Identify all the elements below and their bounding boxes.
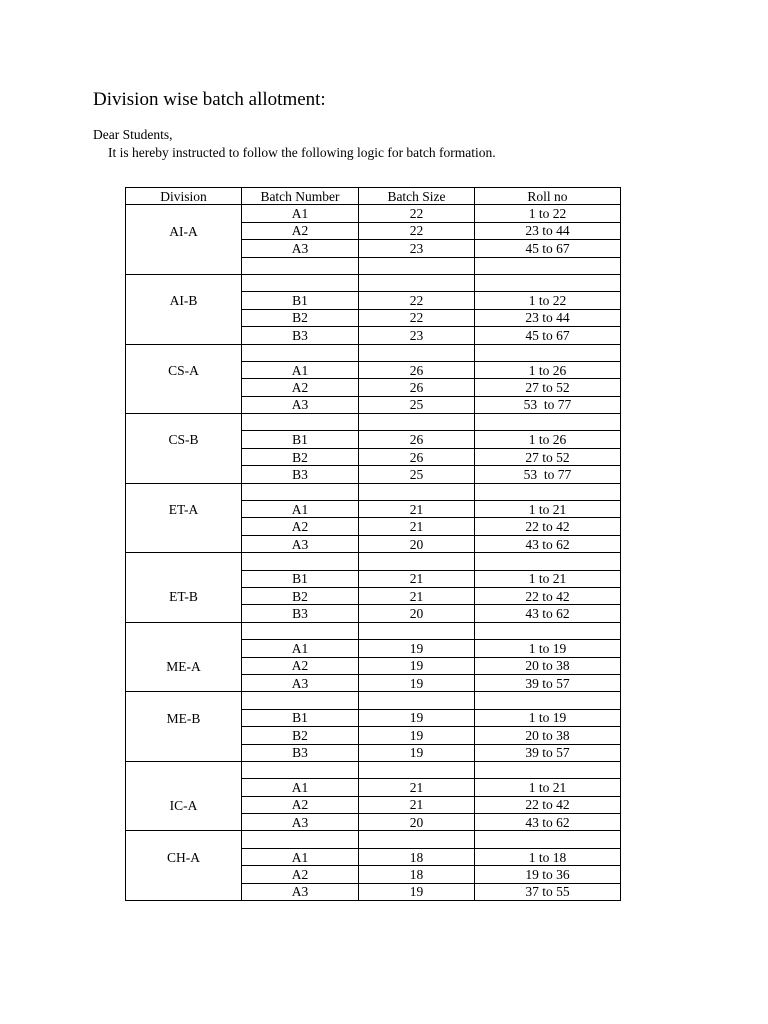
- roll-no-cell: 23 to 44: [475, 222, 621, 239]
- empty-cell: [475, 692, 621, 709]
- roll-no-cell: 1 to 21: [475, 779, 621, 796]
- header-roll-no: Roll no: [475, 188, 621, 205]
- batch-size-cell: 20: [359, 535, 475, 552]
- roll-no-cell: 22 to 42: [475, 518, 621, 535]
- division-name: AI-B: [169, 293, 198, 309]
- empty-cell: [475, 344, 621, 361]
- batch-size-cell: 19: [359, 709, 475, 726]
- division-name: CS-B: [168, 432, 199, 448]
- roll-no-cell: 1 to 21: [475, 570, 621, 587]
- empty-cell: [359, 483, 475, 500]
- batch-number-cell: A2: [242, 866, 359, 883]
- empty-cell: [242, 831, 359, 848]
- batch-size-cell: 22: [359, 205, 475, 222]
- division-cell: [126, 274, 242, 344]
- batch-number-cell: A1: [242, 361, 359, 378]
- roll-no-cell: 22 to 42: [475, 796, 621, 813]
- batch-size-cell: 19: [359, 744, 475, 761]
- batch-size-cell: 21: [359, 518, 475, 535]
- division-name: ET-A: [168, 502, 199, 518]
- roll-no-cell: 23 to 44: [475, 309, 621, 326]
- batch-number-cell: A3: [242, 240, 359, 257]
- batch-size-cell: 26: [359, 379, 475, 396]
- roll-no-cell: 1 to 21: [475, 501, 621, 518]
- batch-number-cell: A2: [242, 518, 359, 535]
- roll-no-cell: 1 to 22: [475, 205, 621, 222]
- batch-size-cell: 18: [359, 848, 475, 865]
- roll-no-cell: 27 to 52: [475, 448, 621, 465]
- batch-number-cell: B1: [242, 709, 359, 726]
- division-name: CS-A: [168, 362, 199, 378]
- division-name: ME-B: [166, 710, 201, 726]
- batch-number-cell: B1: [242, 431, 359, 448]
- division-cell: [126, 483, 242, 553]
- division-cell: [126, 553, 242, 623]
- batch-size-cell: 21: [359, 570, 475, 587]
- header-division: Division: [126, 188, 242, 205]
- batch-number-cell: B1: [242, 292, 359, 309]
- batch-size-cell: 19: [359, 640, 475, 657]
- empty-cell: [359, 692, 475, 709]
- empty-cell: [359, 414, 475, 431]
- batch-number-cell: B1: [242, 570, 359, 587]
- empty-cell: [359, 831, 475, 848]
- batch-number-cell: A3: [242, 674, 359, 691]
- batch-size-cell: 20: [359, 814, 475, 831]
- table-row: [126, 205, 621, 222]
- table-row-blank: [126, 622, 621, 639]
- roll-no-cell: 1 to 22: [475, 292, 621, 309]
- batch-number-cell: B2: [242, 309, 359, 326]
- empty-cell: [475, 274, 621, 291]
- table-header: [126, 188, 621, 205]
- empty-cell: [359, 257, 475, 274]
- empty-cell: [359, 553, 475, 570]
- batch-size-cell: 26: [359, 431, 475, 448]
- batch-size-cell: 21: [359, 501, 475, 518]
- empty-cell: [359, 761, 475, 778]
- empty-cell: [475, 257, 621, 274]
- roll-no-cell: 1 to 19: [475, 640, 621, 657]
- batch-size-cell: 26: [359, 448, 475, 465]
- roll-no-cell: 53 to 77: [475, 466, 621, 483]
- batch-size-cell: 22: [359, 309, 475, 326]
- batch-size-cell: 21: [359, 587, 475, 604]
- table-row-blank: [126, 414, 621, 431]
- division-cell: [126, 622, 242, 692]
- batch-size-cell: 22: [359, 292, 475, 309]
- batch-number-cell: B2: [242, 727, 359, 744]
- batch-size-cell: 23: [359, 240, 475, 257]
- table-row-blank: [126, 553, 621, 570]
- empty-cell: [242, 274, 359, 291]
- roll-no-cell: 45 to 67: [475, 240, 621, 257]
- table-row-blank: [126, 344, 621, 361]
- batch-number-cell: A2: [242, 379, 359, 396]
- empty-cell: [242, 553, 359, 570]
- batch-size-cell: 25: [359, 396, 475, 413]
- table-row-blank: [126, 761, 621, 778]
- table-row-blank: [126, 274, 621, 291]
- batch-size-cell: 25: [359, 466, 475, 483]
- empty-cell: [475, 483, 621, 500]
- roll-no-cell: 39 to 57: [475, 674, 621, 691]
- empty-cell: [242, 414, 359, 431]
- empty-cell: [242, 344, 359, 361]
- roll-no-cell: 1 to 18: [475, 848, 621, 865]
- greeting-text: Dear Students,: [93, 127, 173, 142]
- division-name: IC-A: [169, 797, 198, 813]
- empty-cell: [359, 622, 475, 639]
- batch-number-cell: B3: [242, 466, 359, 483]
- table-row-blank: [126, 692, 621, 709]
- empty-cell: [242, 622, 359, 639]
- division-name: CH-A: [167, 849, 200, 865]
- batch-number-cell: A3: [242, 814, 359, 831]
- empty-cell: [242, 692, 359, 709]
- header-batch-number: Batch Number: [242, 188, 359, 205]
- header-row: [126, 188, 621, 205]
- batch-size-cell: 23: [359, 327, 475, 344]
- roll-no-cell: 22 to 42: [475, 587, 621, 604]
- batch-number-cell: A1: [242, 205, 359, 222]
- division-name: ET-B: [169, 589, 198, 604]
- batch-number-cell: B2: [242, 587, 359, 604]
- empty-cell: [359, 344, 475, 361]
- batch-number-cell: B2: [242, 448, 359, 465]
- empty-cell: [475, 622, 621, 639]
- empty-cell: [475, 553, 621, 570]
- empty-cell: [475, 414, 621, 431]
- batch-allotment-table: [125, 187, 621, 901]
- roll-no-cell: 45 to 67: [475, 327, 621, 344]
- batch-size-cell: 22: [359, 222, 475, 239]
- batch-size-cell: 26: [359, 361, 475, 378]
- division-name: ME-A: [166, 658, 201, 674]
- batch-number-cell: A2: [242, 657, 359, 674]
- batch-number-cell: A3: [242, 535, 359, 552]
- batch-size-cell: 19: [359, 727, 475, 744]
- batch-size-cell: 21: [359, 779, 475, 796]
- roll-no-cell: 27 to 52: [475, 379, 621, 396]
- roll-no-cell: 20 to 38: [475, 657, 621, 674]
- table-row-blank: [126, 483, 621, 500]
- batch-size-cell: 19: [359, 883, 475, 900]
- batch-size-cell: 19: [359, 657, 475, 674]
- batch-size-cell: 19: [359, 674, 475, 691]
- division-cell: [126, 205, 242, 275]
- page-title: Division wise batch allotment:: [93, 89, 326, 110]
- empty-cell: [475, 761, 621, 778]
- empty-cell: [359, 274, 475, 291]
- batch-number-cell: B3: [242, 605, 359, 622]
- roll-no-cell: 37 to 55: [475, 883, 621, 900]
- division-cell: [126, 344, 242, 414]
- batch-size-cell: 21: [359, 796, 475, 813]
- batch-number-cell: A3: [242, 883, 359, 900]
- header-batch-size: Batch Size: [359, 188, 475, 205]
- batch-number-cell: A1: [242, 848, 359, 865]
- batch-size-cell: 18: [359, 866, 475, 883]
- division-cell: [126, 414, 242, 484]
- roll-no-cell: 1 to 26: [475, 361, 621, 378]
- batch-number-cell: A3: [242, 396, 359, 413]
- roll-no-cell: 20 to 38: [475, 727, 621, 744]
- empty-cell: [242, 761, 359, 778]
- division-cell: [126, 831, 242, 901]
- division-cell: [126, 761, 242, 831]
- batch-number-cell: B3: [242, 327, 359, 344]
- roll-no-cell: 1 to 26: [475, 431, 621, 448]
- empty-cell: [475, 831, 621, 848]
- instruction-text: It is hereby instructed to follow the following logic for batch formation.: [108, 145, 496, 160]
- roll-no-cell: 1 to 19: [475, 709, 621, 726]
- division-cell: [126, 692, 242, 762]
- batch-number-cell: A2: [242, 796, 359, 813]
- batch-number-cell: A1: [242, 501, 359, 518]
- batch-number-cell: A1: [242, 640, 359, 657]
- batch-size-cell: 20: [359, 605, 475, 622]
- roll-no-cell: 39 to 57: [475, 744, 621, 761]
- batch-number-cell: B3: [242, 744, 359, 761]
- division-name: AI-A: [169, 223, 198, 239]
- roll-no-cell: 43 to 62: [475, 605, 621, 622]
- table-row-blank: [126, 831, 621, 848]
- batch-number-cell: A1: [242, 779, 359, 796]
- table-body: [126, 205, 621, 901]
- roll-no-cell: 43 to 62: [475, 535, 621, 552]
- roll-no-cell: 43 to 62: [475, 814, 621, 831]
- empty-cell: [242, 483, 359, 500]
- batch-number-cell: A2: [242, 222, 359, 239]
- roll-no-cell: 53 to 77: [475, 396, 621, 413]
- empty-cell: [242, 257, 359, 274]
- roll-no-cell: 19 to 36: [475, 866, 621, 883]
